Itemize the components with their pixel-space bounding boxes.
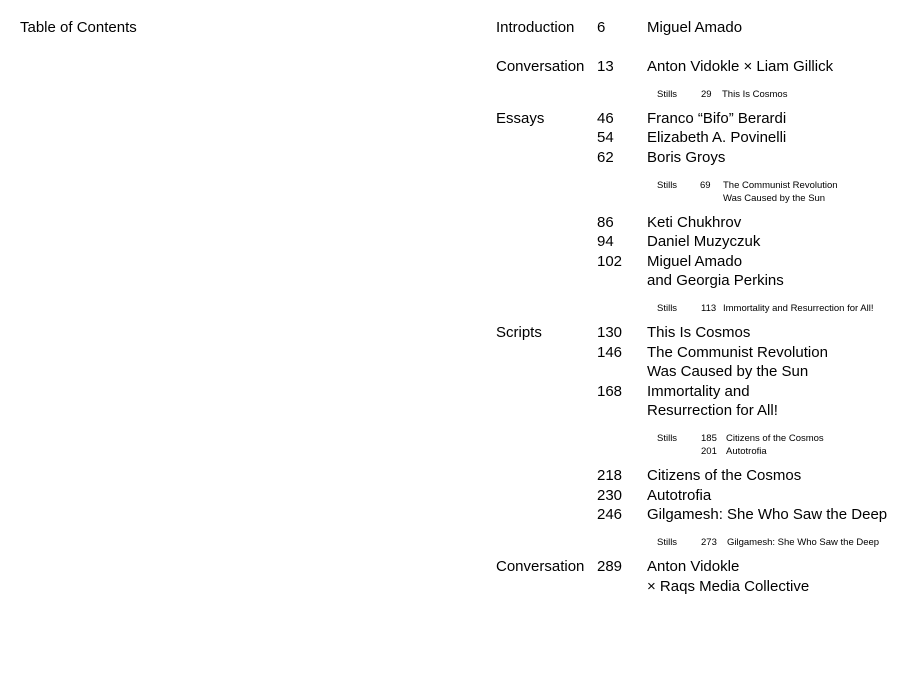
page-number: 246 (597, 506, 623, 523)
entry-title: Immortality and (647, 383, 750, 400)
section-label: Introduction (496, 19, 575, 36)
stills-title-continued: Was Caused by the Sun (723, 193, 826, 204)
page-number: 289 (597, 558, 623, 575)
stills-item (0, 88, 907, 101)
entry-title: Gilgamesh: She Who Saw the Deep (647, 506, 888, 523)
entry-title: Franco “Bifo” Berardi (647, 110, 787, 127)
entry-title-continued: Resurrection for All! (647, 402, 778, 419)
page-number: 146 (597, 344, 623, 361)
stills-item (0, 179, 907, 204)
entry-title: Anton Vidokle × Liam Gillick (647, 58, 834, 75)
entry-title: The Communist Revolution (647, 344, 828, 361)
stills-label: Stills (657, 303, 678, 314)
stills-title: The Communist Revolution (723, 180, 838, 191)
stills-title: Citizens of the Cosmos (726, 433, 824, 444)
section-label: Essays (496, 110, 545, 127)
entry-title: This Is Cosmos (647, 324, 751, 341)
entry-title: Daniel Muzyczuk (647, 233, 761, 250)
stills-item (0, 445, 907, 458)
stills-page-number: 113 (701, 303, 717, 314)
stills-label: Stills (657, 89, 678, 100)
entry-title: Keti Chukhrov (647, 214, 742, 231)
entry-title: Boris Groys (647, 149, 726, 166)
stills-title: Autotrofia (726, 446, 767, 457)
entry-title: Miguel Amado (647, 253, 743, 270)
page-number: 102 (597, 253, 623, 270)
stills-page-number: 69 (700, 180, 711, 191)
stills-item (0, 432, 907, 445)
page-number: 218 (597, 467, 623, 484)
entry-title: Miguel Amado (647, 19, 743, 36)
stills-item (0, 536, 907, 549)
page-number: 13 (597, 58, 614, 75)
page-number: 86 (597, 214, 614, 231)
page-number: 94 (597, 233, 614, 250)
entry-title-continued: Was Caused by the Sun (647, 363, 809, 380)
stills-title: This Is Cosmos (722, 89, 788, 100)
entry-title: Citizens of the Cosmos (647, 467, 802, 484)
page-number: 6 (597, 19, 606, 36)
entry-title: Anton Vidokle (647, 558, 740, 575)
entry-title: Elizabeth A. Povinelli (647, 129, 787, 146)
stills-label: Stills (657, 180, 678, 191)
stills-page-number: 201 (701, 446, 717, 457)
page-number: 62 (597, 149, 614, 166)
page-number: 46 (597, 110, 614, 127)
section-label: Conversation (496, 558, 585, 575)
stills-page-number: 185 (701, 433, 717, 444)
page-number: 130 (597, 324, 623, 341)
entry-title-continued: × Raqs Media Collective (647, 578, 810, 595)
section-label: Conversation (496, 58, 585, 75)
page-number: 168 (597, 383, 623, 400)
stills-page-number: 273 (701, 537, 717, 548)
page-number: 230 (597, 487, 623, 504)
stills-title: Immortality and Resurrection for All! (723, 303, 874, 314)
section-label: Scripts (496, 324, 542, 341)
stills-label: Stills (657, 433, 678, 444)
entry-title: Autotrofia (647, 487, 712, 504)
page-number: 54 (597, 129, 614, 146)
page-title: Table of Contents (20, 19, 137, 36)
entry-title-continued: and Georgia Perkins (647, 272, 784, 289)
stills-title: Gilgamesh: She Who Saw the Deep (727, 537, 880, 548)
stills-page-number: 29 (701, 89, 712, 100)
stills-item (0, 302, 907, 315)
stills-label: Stills (657, 537, 678, 548)
